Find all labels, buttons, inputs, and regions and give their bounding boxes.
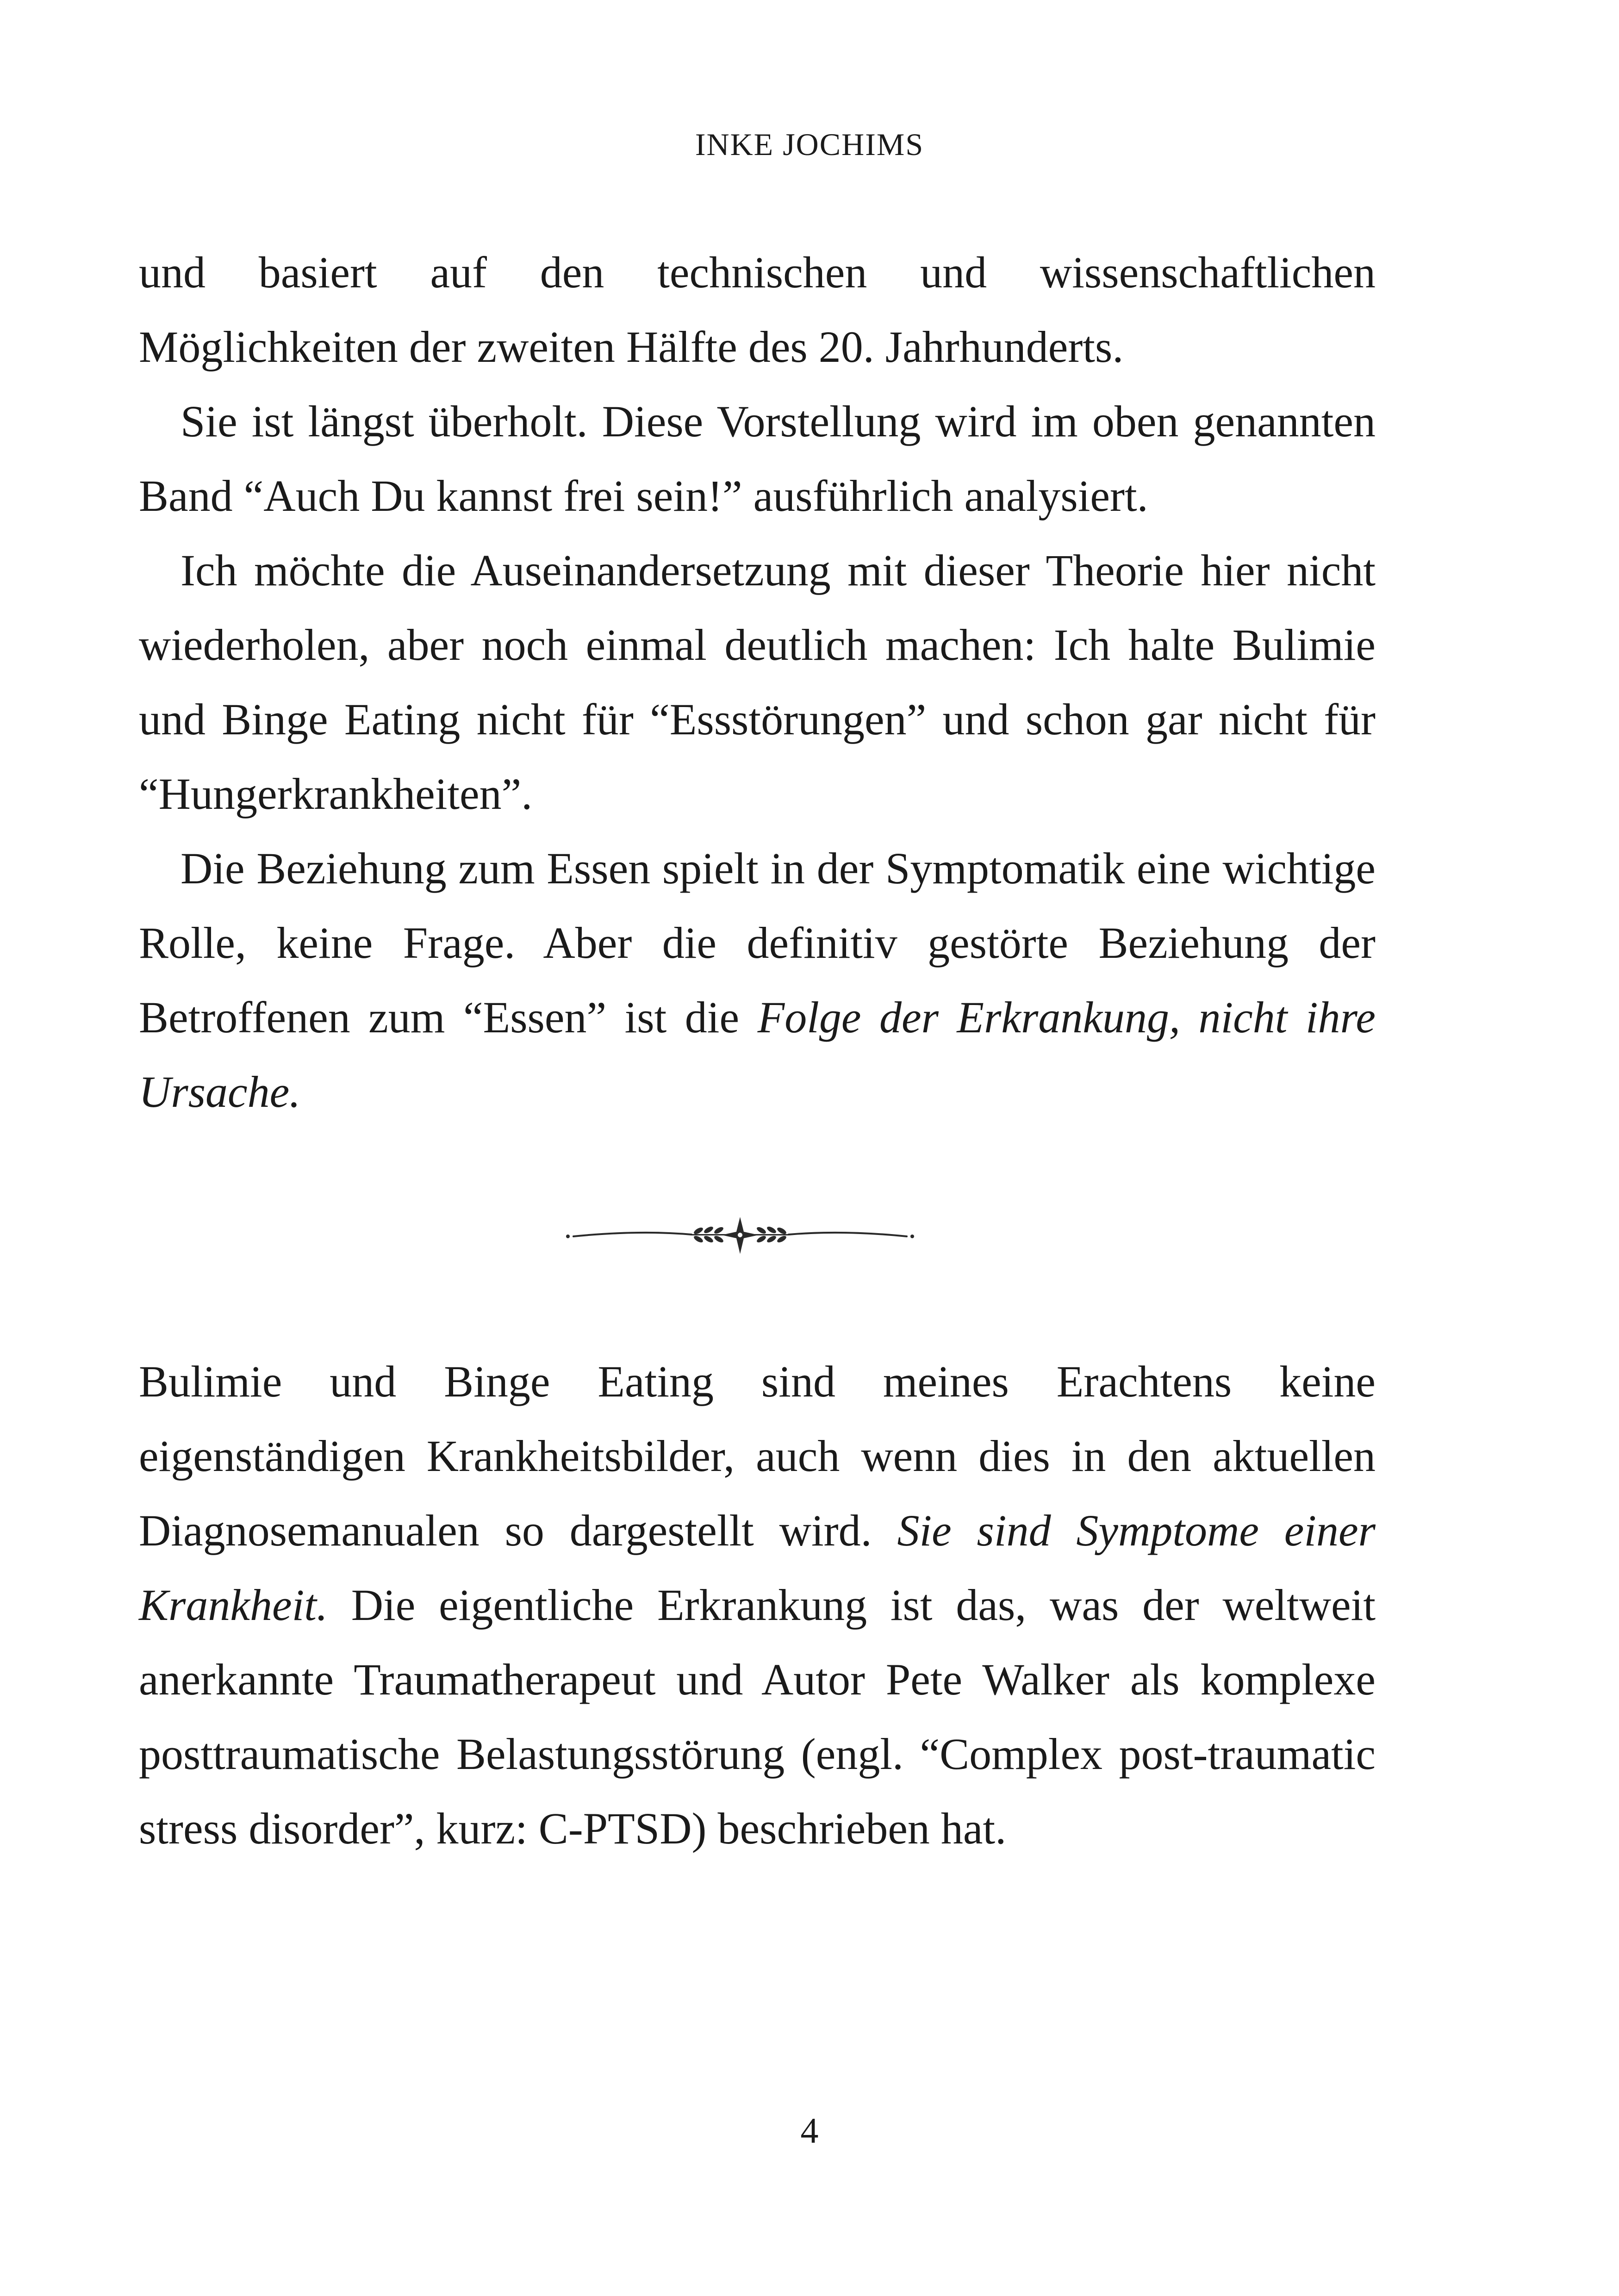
floral-divider-icon bbox=[532, 1198, 948, 1272]
emphasis-text: Folge der Erkrankung, nicht ihre Ursache. bbox=[139, 993, 1376, 1117]
emphasis-text: Sie sind Symptome einer Krankheit. bbox=[139, 1506, 1376, 1630]
paragraph: Ich möchte die Auseinandersetzung mit dieser Theorie hier nicht wiederholen, aber noch einmal deutlich machen: Ich halte Bulimie und Binge Eating nicht für “Essstörungen” und schon gar nicht für “Hungerkrankheiten”. bbox=[139, 546, 1376, 819]
paragraph-text: Die Beziehung zum Essen spielt in der Symptomatik eine wichtige Rolle, keine Frage. Aber die definitiv gestörte Beziehung der Betroffenen zum “Essen” ist die bbox=[139, 844, 1376, 1042]
page-number: 4 bbox=[800, 2110, 819, 2151]
paragraph-text: Die eigentliche Erkrankung ist das, was der weltweit anerkannte Traumatherapeut und Autor Pete Walker als komplexe posttraumatische Belastungsstörung (engl. “Complex post-traumatic stress disorder”, kurz: C-PTSD) beschrieben hat. bbox=[139, 1580, 1376, 1853]
text-block-upper bbox=[139, 235, 1376, 1129]
paragraph bbox=[139, 1344, 1376, 1866]
running-head: INKE JOCHIMS bbox=[695, 127, 924, 162]
paragraph: Sie ist längst überholt. Diese Vorstellung wird im oben genannten Band “Auch Du kannst frei sein!” ausführlich analysiert. bbox=[139, 397, 1376, 521]
paragraph-continued: und basiert auf den technischen und wissenschaftlichen Möglichkeiten der zweiten Hälfte des 20. Jahrhunderts. bbox=[139, 248, 1376, 372]
paragraph bbox=[139, 831, 1376, 1129]
paragraph-text: Bulimie und Binge Eating sind meines Erachtens keine eigenständigen Krankheitsbilder, auch wenn dies in den aktuellen Diagnosemanualen so dargestellt wird. bbox=[139, 1357, 1376, 1555]
text-block-lower bbox=[139, 1344, 1376, 1866]
